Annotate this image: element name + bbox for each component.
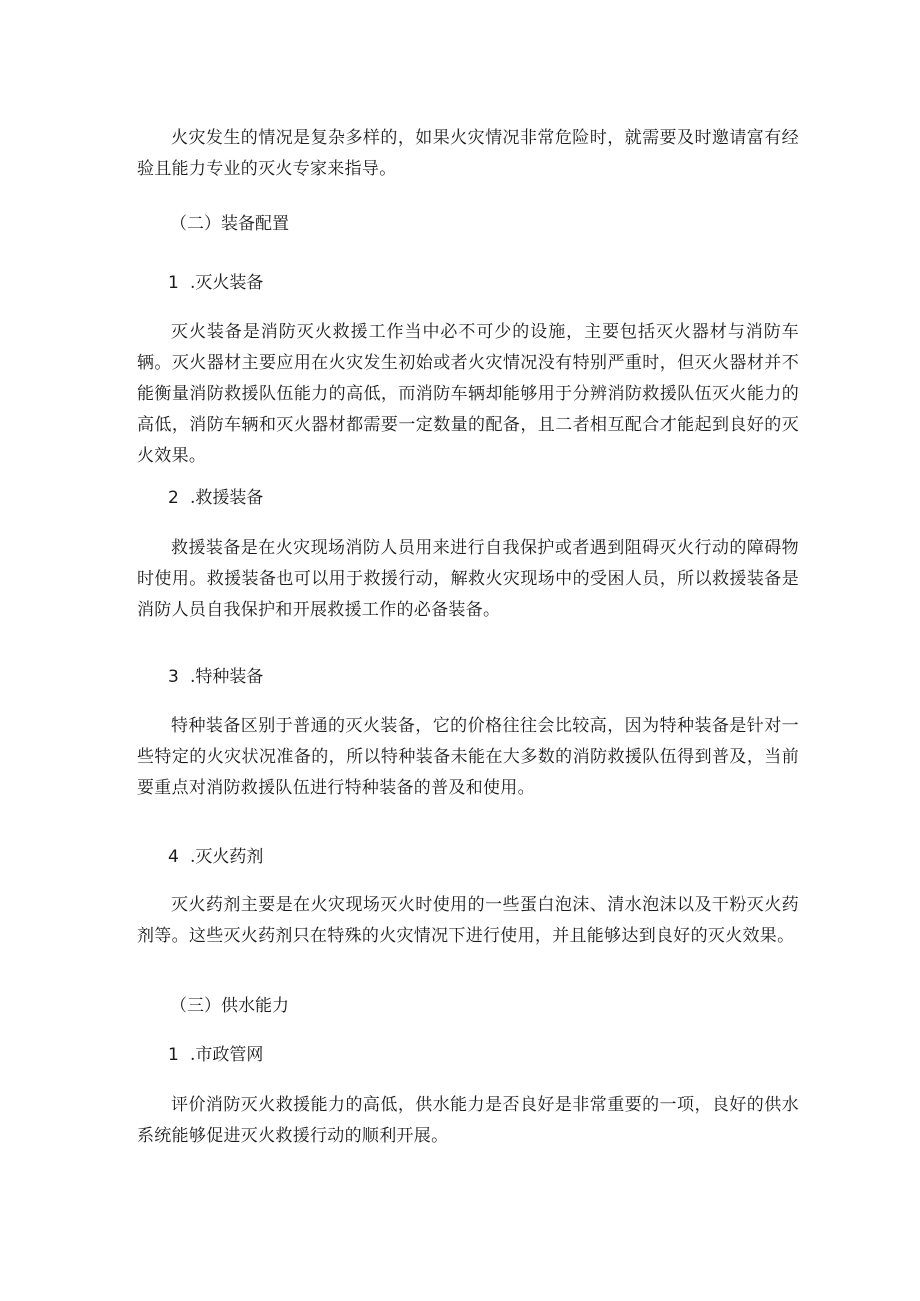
subheading-label: .市政管网 bbox=[190, 1045, 264, 1065]
section-heading-equipment: （二）装备配置 bbox=[170, 214, 289, 234]
subheading-label: .救援装备 bbox=[190, 488, 264, 508]
subheading-label: .灭火药剂 bbox=[190, 847, 264, 867]
subheading-number: 2 bbox=[168, 488, 179, 508]
subheading-rescue-equipment bbox=[168, 486, 263, 510]
paragraph-rescue-equipment: 救援装备是在火灾现场消防人员用来进行自我保护或者遇到阻碍灭火行动的障碍物时使用。救援装备也可以用于救援行动，解救火灾现场中的受困人员，所以救援装备是消防人员自我保护和开展救援工作的必备装备。 bbox=[137, 538, 799, 620]
subheading-number: 3 bbox=[168, 667, 179, 687]
subheading-municipal-network bbox=[168, 1043, 263, 1067]
paragraph-special-equipment: 特种装备区别于普通的灭火装备，它的价格往往会比较高，因为特种装备是针对一些特定的火灾状况准备的，所以特种装备未能在大多数的消防救援队伍得到普及，当前要重点对消防救援队伍进行特种装备的普及和使用。 bbox=[137, 716, 799, 798]
paragraph-firefighting-equipment: 灭火装备是消防灭火救援工作当中必不可少的设施，主要包括灭火器材与消防车辆。灭火器材主要应用在火灾发生初始或者火灾情况没有特别严重时，但灭火器材并不能衡量消防救援队伍能力的高低，而消防车辆却能够用于分辨消防救援队伍灭火能力的高低，消防车辆和灭火器材都需要一定数量的配备，且二者相互配合才能起到良好的灭火效果。 bbox=[137, 322, 799, 466]
paragraph-municipal-network: 评价消防灭火救援能力的高低，供水能力是否良好是非常重要的一项，良好的供水系统能够促进灭火救援行动的顺利开展。 bbox=[137, 1095, 799, 1146]
subheading-label: .特种装备 bbox=[190, 667, 264, 687]
subheading-number: 1 bbox=[168, 1045, 179, 1065]
section-heading-water-supply: （三）供水能力 bbox=[170, 996, 289, 1016]
paragraph-expert-guidance: 火灾发生的情况是复杂多样的，如果火灾情况非常危险时，就需要及时邀请富有经验且能力专业的灭火专家来指导。 bbox=[137, 128, 799, 179]
subheading-extinguishing-agents bbox=[168, 845, 263, 869]
paragraph-extinguishing-agents: 灭火药剂主要是在火灾现场灭火时使用的一些蛋白泡沫、清水泡沫以及干粉灭火药剂等。这些灭火药剂只在特殊的火灾情况下进行使用，并且能够达到良好的灭火效果。 bbox=[137, 895, 799, 946]
subheading-number: 1 bbox=[168, 273, 179, 293]
subheading-firefighting-equipment bbox=[168, 271, 263, 295]
subheading-number: 4 bbox=[168, 847, 179, 867]
subheading-special-equipment bbox=[168, 665, 263, 689]
subheading-label: .灭火装备 bbox=[190, 273, 264, 293]
